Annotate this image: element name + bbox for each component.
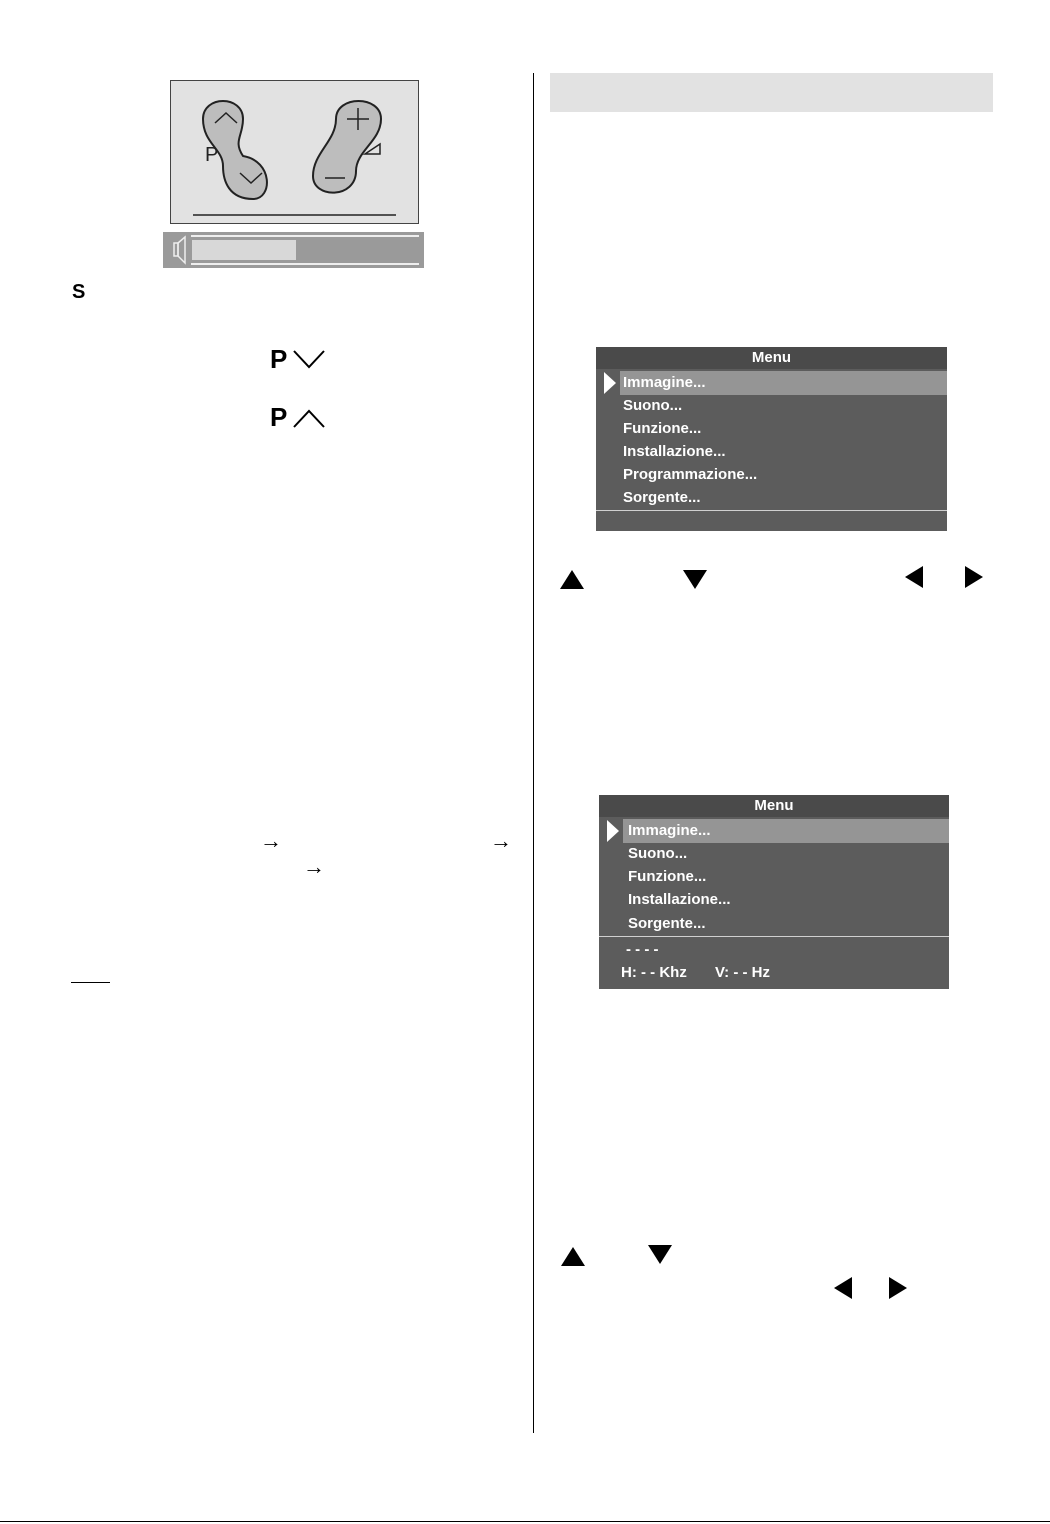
menu-item-funzione[interactable]: Funzione...	[628, 868, 707, 885]
menu-item-suono[interactable]: Suono...	[628, 845, 688, 862]
menu-item-sorgente[interactable]: Sorgente...	[623, 489, 701, 506]
prog-down-letter: P	[270, 344, 288, 374]
v-frequency-readout: V: - - Hz	[715, 964, 770, 981]
triangle-right-icon	[965, 566, 983, 588]
volume-bar	[163, 232, 424, 268]
menu-status-rule	[599, 936, 949, 937]
chevron-up-icon	[292, 405, 326, 431]
triangle-left-icon	[905, 566, 923, 588]
menu-item-immagine[interactable]: Immagine...	[623, 374, 706, 391]
speaker-icon	[174, 237, 185, 263]
menu-footer-rule	[596, 510, 947, 511]
prog-up-symbol	[270, 402, 326, 432]
selection-pointer-icon	[607, 820, 619, 842]
tv-control-panel	[170, 80, 419, 224]
volume-rocker-icon	[313, 101, 381, 193]
menu-item-sorgente[interactable]: Sorgente...	[628, 915, 706, 932]
menu-item-installazione[interactable]: Installazione...	[623, 443, 726, 460]
menu-item-immagine[interactable]: Immagine...	[628, 822, 711, 839]
osd-source-menu	[599, 795, 949, 989]
prog-down-symbol	[270, 344, 326, 374]
triangle-down-icon	[648, 1245, 672, 1264]
menu-item-installazione[interactable]: Installazione...	[628, 891, 731, 908]
menu-title: Menu	[599, 795, 949, 817]
selection-pointer-icon	[604, 372, 616, 394]
section-header-band	[550, 73, 993, 112]
arrow-right-icon: →	[303, 854, 325, 879]
column-divider	[533, 73, 534, 1433]
menu-item-programmazione[interactable]: Programmazione...	[623, 466, 758, 483]
menu-item-suono[interactable]: Suono...	[623, 397, 683, 414]
page-bottom-rule	[0, 1521, 1050, 1522]
signal-status-dashes: - - - -	[626, 941, 659, 958]
control-buttons-illustration	[171, 81, 418, 223]
panel-prog-letter: P	[205, 144, 219, 166]
menu-title: Menu	[596, 347, 947, 369]
arrow-right-icon: →	[490, 828, 512, 853]
chevron-down-icon	[292, 347, 326, 373]
osd-main-menu	[596, 347, 947, 531]
note-underline	[71, 982, 110, 983]
prog-up-letter: P	[270, 402, 288, 432]
volume-bar-graphic	[163, 232, 424, 268]
triangle-up-icon	[560, 570, 584, 589]
menu-item-funzione[interactable]: Funzione...	[623, 420, 702, 437]
triangle-left-icon	[834, 1277, 852, 1299]
h-frequency-readout: H: - - Khz	[621, 964, 687, 981]
volume-level-fill	[192, 240, 296, 260]
triangle-down-icon	[683, 570, 707, 589]
arrow-right-icon: →	[260, 828, 282, 853]
triangle-up-icon	[561, 1247, 585, 1266]
triangle-right-icon	[889, 1277, 907, 1299]
section-letter: S	[72, 281, 86, 303]
